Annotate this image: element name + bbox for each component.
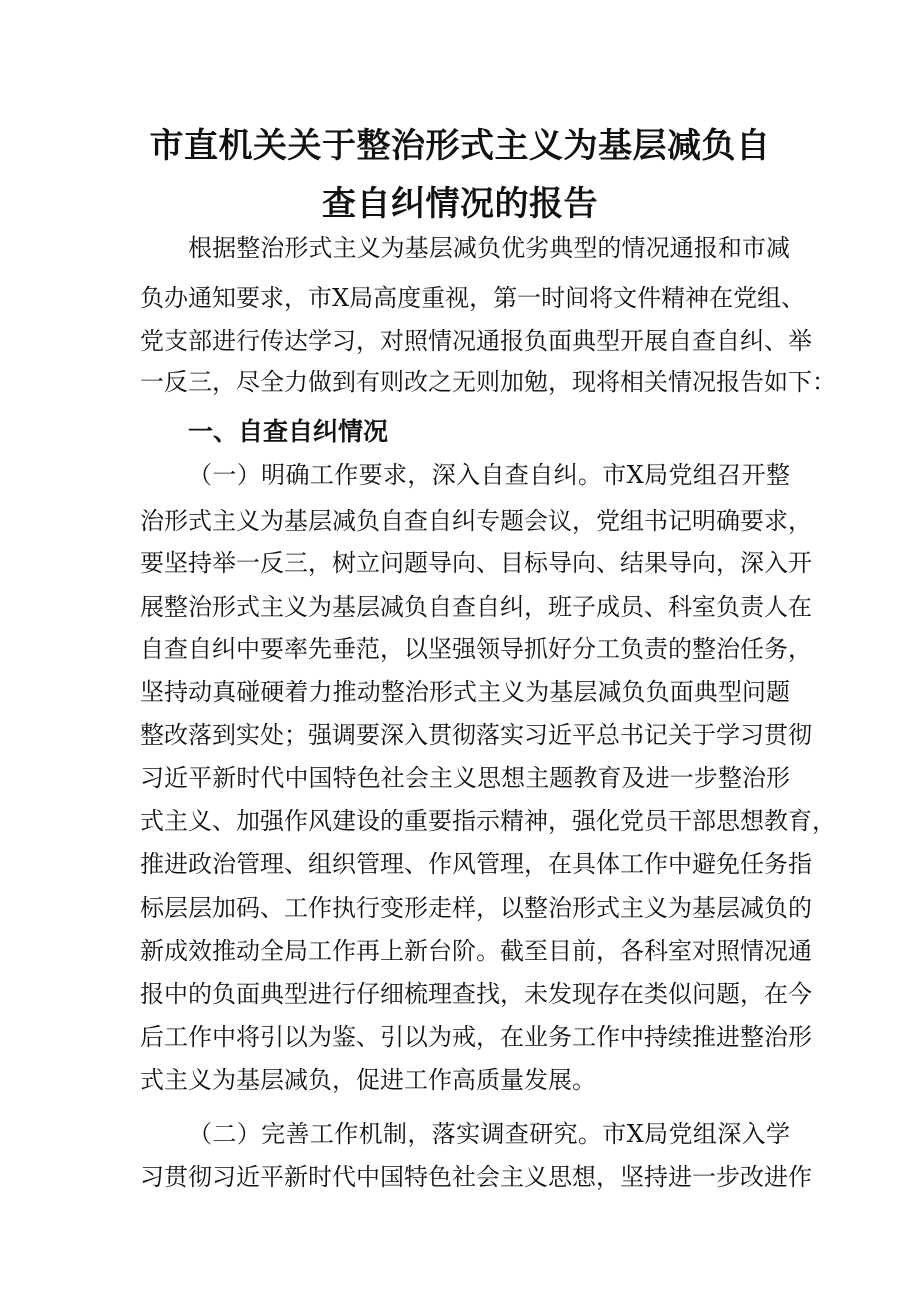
paragraph-line: 自查自纠中要率先垂范，以坚强领导抓好分工负责的整治任务，: [140, 635, 812, 663]
paragraph-line: 标层层加码、工作执行变形走样，以整治形式主义为基层减负的: [140, 894, 812, 922]
paragraph-line: 报中的负面典型进行仔细梳理查找，未发现存在类似问题，在今: [140, 980, 812, 1008]
intro-line: 党支部进行传达学习，对照情况通报负面典型开展自查自纠、举: [140, 327, 812, 355]
paragraph-line: 整改落到实处；强调要深入贯彻落实习近平总书记关于学习贯彻: [140, 721, 812, 749]
intro-line: 根据整治形式主义为基层减负优劣典型的情况通报和市减: [188, 234, 790, 262]
paragraph-line: （一）明确工作要求，深入自查自纠。市X局党组召开整: [188, 461, 790, 489]
intro-line: 一反三，尽全力做到有则改之无则加勉，现将相关情况报告如下：: [140, 368, 836, 396]
paragraph-line: 习近平新时代中国特色社会主义思想主题教育及进一步整治形: [140, 764, 790, 792]
paragraph-line: 式主义为基层减负，促进工作高质量发展。: [140, 1066, 596, 1094]
paragraph-line: 后工作中将引以为鉴、引以为戒，在业务工作中持续推进整治形: [140, 1023, 812, 1051]
document-title-line-1: 市直机关关于整治形式主义为基层减负自: [149, 126, 771, 166]
paragraph-line: 式主义、加强作风建设的重要指示精神，强化党员干部思想教育，: [140, 807, 836, 835]
paragraph-line: （二）完善工作机制，落实调查研究。市X局党组深入学: [188, 1120, 790, 1148]
paragraph-line: 坚持动真碰硬着力推动整治形式主义为基层减负负面典型问题: [140, 678, 790, 706]
paragraph-line: 治形式主义为基层减负自查自纠专题会议，党组书记明确要求，: [140, 507, 812, 535]
paragraph-line: 习贯彻习近平新时代中国特色社会主义思想，坚持进一步改进作: [140, 1163, 812, 1191]
document-title-line-2: 查自纠情况的报告: [322, 184, 598, 224]
paragraph-line: 新成效推动全局工作再上新台阶。截至目前，各科室对照情况通: [140, 937, 812, 965]
intro-line: 负办通知要求，市X局高度重视，第一时间将文件精神在党组、: [140, 284, 806, 312]
section-heading: 一、自查自纠情况: [188, 417, 389, 446]
paragraph-line: 要坚持举一反三，树立问题导向、目标导向、结果导向，深入开: [140, 549, 812, 577]
paragraph-line: 推进政治管理、组织管理、作风管理，在具体工作中避免任务指: [140, 850, 812, 878]
paragraph-line: 展整治形式主义为基层减负自查自纠，班子成员、科室负责人在: [140, 593, 812, 621]
